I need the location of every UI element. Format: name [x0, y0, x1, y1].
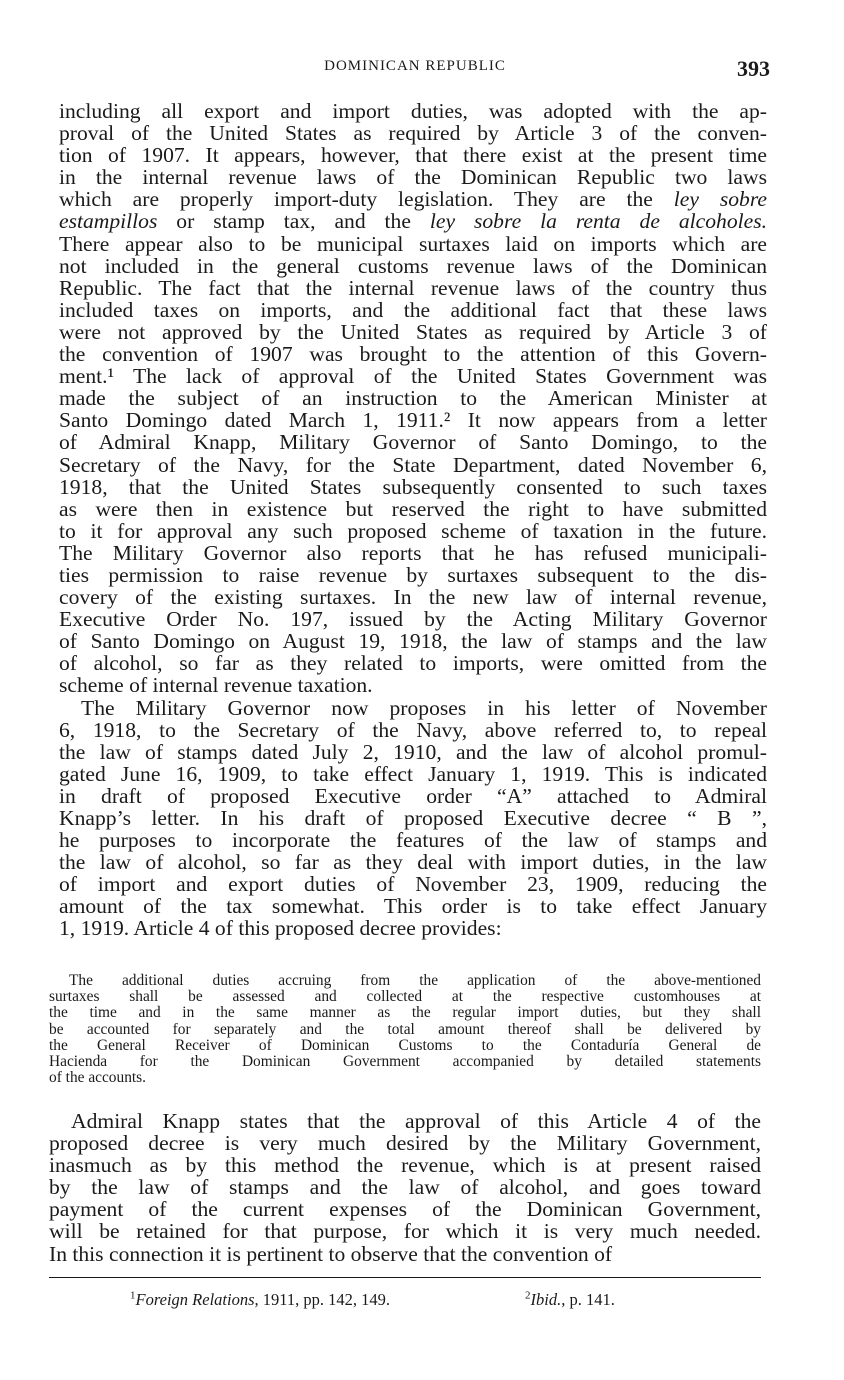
text-line: including all export and import duties, was adopted with the ap-	[59, 99, 767, 123]
text-line: The additional duties accruing from the application of the above-mentioned	[69, 972, 761, 989]
text-line: were not approved by the United States as required by Article 3 of	[59, 319, 767, 344]
paragraph-3	[49, 1110, 761, 1265]
footnote-1-marker: 1	[130, 1289, 136, 1302]
text-line: in draft of proposed Executive order “A” attached to Admiral	[59, 783, 767, 808]
text-line: not included in the general customs revenue laws of the Dominican	[59, 253, 767, 278]
text-line: of import and export duties of November 23, 1909, reducing the	[59, 872, 767, 897]
text-line: the law of alcohol, so far as they deal with import duties, in the law	[59, 850, 767, 875]
text-line: estampillos or stamp tax, and the ley sobre la renta de alcoholes.	[59, 209, 767, 234]
text-line: of the accounts.	[49, 1069, 147, 1087]
text-line: by the law of stamps and the law of alcohol, and goes toward	[49, 1175, 761, 1200]
text-line: the convention of 1907 was brought to the attention of this Govern-	[59, 342, 767, 367]
paragraph-2	[59, 697, 767, 940]
paragraph-1	[59, 100, 767, 697]
text-line: in the internal revenue laws of the Dominican Republic two laws	[59, 165, 767, 190]
text-line: The Military Governor now proposes in his letter of November	[81, 695, 767, 720]
text-line: In this connection it is pertinent to observe that the convention of	[49, 1241, 613, 1266]
text-line: surtaxes shall be assessed and collected at the respective customhouses at	[49, 988, 761, 1006]
text-line: 1, 1919. Article 4 of this proposed decree provides:	[59, 916, 502, 941]
page-number: 393	[737, 56, 770, 81]
text-line: Executive Order No. 197, issued by the Acting Military Governor	[59, 607, 767, 632]
text-line: of Santo Domingo on August 19, 1918, the law of stamps and the law	[59, 629, 767, 654]
text-line: he purposes to incorporate the features of the law of stamps and	[59, 828, 767, 853]
text-line: Republic. The fact that the internal revenue laws of the country thus	[59, 275, 767, 300]
text-line: included taxes on imports, and the additional fact that these laws	[59, 297, 767, 322]
text-line: inasmuch as by this method the revenue, which is at present raised	[49, 1153, 761, 1178]
text-line: Admiral Knapp states that the approval of this Article 4 of the	[71, 1109, 761, 1133]
text-line: There appear also to be municipal surtaxes laid on imports which are	[59, 231, 767, 256]
text-line: tion of 1907. It appears, however, that there exist at the present time	[59, 143, 767, 168]
text-line: scheme of internal revenue taxation.	[59, 673, 373, 698]
text-line: amount of the tax somewhat. This order is to take effect January	[59, 894, 767, 919]
footnote-2-marker: 2	[525, 1289, 531, 1302]
text-line: to it for approval any such proposed scheme of taxation in the future.	[59, 518, 767, 543]
main-text	[59, 100, 767, 940]
text-line: Knapp’s letter. In his draft of proposed Executive decree “ B ”,	[59, 806, 767, 830]
text-line: the law of stamps dated July 2, 1910, and the law of alcohol promul-	[59, 739, 767, 764]
text-line: gated June 16, 1909, to take effect January 1, 1919. This is indicated	[59, 761, 767, 786]
running-head: DOMINICAN REPUBLIC	[324, 58, 506, 74]
footnote-2-title: Ibid.	[530, 1290, 562, 1309]
footnote-1-text: , 1911, pp. 142, 149.	[254, 1290, 391, 1309]
text-line: proval of the United States as required by Article 3 of the conven-	[59, 121, 767, 146]
footnote-2	[525, 1290, 615, 1310]
text-line: proposed decree is very much desired by the Military Government,	[49, 1131, 761, 1156]
text-line: The Military Governor also reports that he has refused municipali-	[59, 540, 767, 565]
text-line: Secretary of the Navy, for the State Department, dated November 6,	[59, 452, 767, 477]
text-line: of alcohol, so far as they related to imports, were omitted from the	[59, 651, 767, 676]
text-line: the time and in the same manner as the regular import duties, but they shall	[49, 1004, 761, 1022]
text-line: the General Receiver of Dominican Customs to the Contaduría General de	[49, 1036, 761, 1054]
text-line: 1918, that the United States subsequently consented to such taxes	[59, 474, 767, 499]
text-line: payment of the current expenses of the Dominican Government,	[49, 1197, 761, 1222]
footnote-rule	[49, 1277, 761, 1278]
block-quotation	[49, 973, 761, 1086]
text-line: made the subject of an instruction to the American Minister at	[59, 386, 767, 411]
text-line: 6, 1918, to the Secretary of the Navy, above referred to, to repeal	[59, 717, 767, 742]
footnote-1	[130, 1290, 390, 1310]
text-line: will be retained for that purpose, for which it is very much needed.	[49, 1219, 761, 1244]
text-line: as were then in existence but reserved the right to have submitted	[59, 496, 767, 521]
text-line: covery of the existing surtaxes. In the new law of internal revenue,	[59, 585, 767, 610]
text-line: ment.¹ The lack of approval of the United States Government was	[59, 364, 767, 389]
text-line: Santo Domingo dated March 1, 1911.² It now appears from a letter	[59, 408, 767, 433]
footnote-1-title: Foreign Relations	[135, 1290, 255, 1309]
text-line: of Admiral Knapp, Military Governor of Santo Domingo, to the	[59, 430, 767, 455]
text-line: be accounted for separately and the total amount thereof shall be delivered by	[49, 1020, 761, 1038]
footnote-2-text: , p. 141.	[561, 1290, 615, 1309]
text-line: which are properly import-duty legislation. They are the ley sobre	[59, 187, 768, 212]
text-line: ties permission to raise revenue by surtaxes subsequent to the dis-	[59, 562, 767, 587]
text-line: Hacienda for the Dominican Government accompanied by detailed statements	[49, 1052, 761, 1070]
